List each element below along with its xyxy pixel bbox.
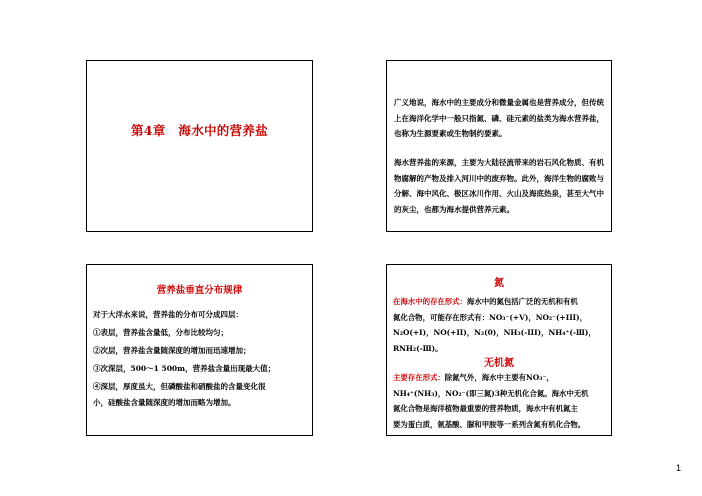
list-item: 小，硅酸盐含量随深度的增加而略为增加。	[93, 398, 236, 407]
text-line: NH₄⁺(NH₃)，NO₂⁻(即三氮)3种无机化合氮。海水中无机	[393, 388, 589, 398]
page-number: 1	[675, 463, 681, 473]
text-line: N₂O(+I)，NO(+II)，N₂(0)，NH₃(-III)，NH₄⁺(-Ⅲ)，	[393, 328, 596, 337]
slide-3	[86, 264, 313, 436]
text-line: 氮化合物，可能存在形式有：NO₃⁻(+V)，NO₂⁻(+III)，	[393, 312, 588, 322]
list-item: ④深层，厚度虽大，但磷酸盐和硝酸盐的含量变化很	[93, 382, 266, 391]
main-forms-label: 主要存在形式：	[393, 373, 445, 382]
slide-3-title: 营养盐垂直分布规律	[156, 285, 243, 296]
forms-label: 在海水中的存在形式：	[393, 297, 467, 306]
slide-4-subtitle: 无机氮	[484, 358, 514, 369]
list-item: ②次层，营养盐含量随深度的增加而迅速增加；	[93, 346, 251, 355]
list-item: 对于大洋水来说，营养盐的分布可分成四层：	[93, 310, 243, 319]
text-line: RNH₂(-Ⅲ)。	[393, 343, 443, 353]
text-line	[393, 294, 609, 310]
text-line-content: 海水中的氮包括广泛的无机和有机	[466, 297, 578, 306]
list-item: ③次深层，500～1 500m，营养盐含量出现最大值；	[93, 364, 276, 373]
list-item: ①表层，营养盐含量低，分布比较均匀；	[93, 328, 228, 337]
slide-2-paragraph-1: 广义地说，海水中的主要成分和微量金属也是营养成分，但传统上在海洋化学中一般只指氮、磷、硅元素的盐类为海水营养盐，也称为生源要素或生物制约要素。	[394, 98, 604, 138]
text-line	[393, 370, 609, 386]
inorganic-nitrogen-block	[393, 370, 609, 432]
slide-2	[386, 60, 612, 232]
slide-1	[86, 60, 313, 232]
slide-4	[386, 264, 612, 436]
text-line: 要为蛋白质，氨基酸、脲和甲胺等一系列含氮有机化合物。	[393, 419, 586, 429]
slide-2-paragraph-2: 海水营养盐的来源，主要为大陆径流带来的岩石风化物质、有机物腐解的产物及排入河川中的废弃物。此外，海洋生物的腐败与分解、海中风化、极区冰川作用、火山及海底热泉，甚至大气中的灰尘，也都为海水提供营养元素。	[394, 158, 604, 214]
slide-4-title: 氮	[494, 278, 504, 289]
slide-1-title: 第4章 海水中的营养盐	[131, 123, 268, 138]
text-line-content: 除氮气外，海水中主要有NO₃⁻，	[444, 373, 554, 382]
slide-3-list	[93, 306, 308, 410]
text-line: 氮化合物是海洋植物最重要的营养物质，海水中有机氮主	[393, 404, 578, 413]
nitrogen-forms-block	[393, 294, 609, 356]
